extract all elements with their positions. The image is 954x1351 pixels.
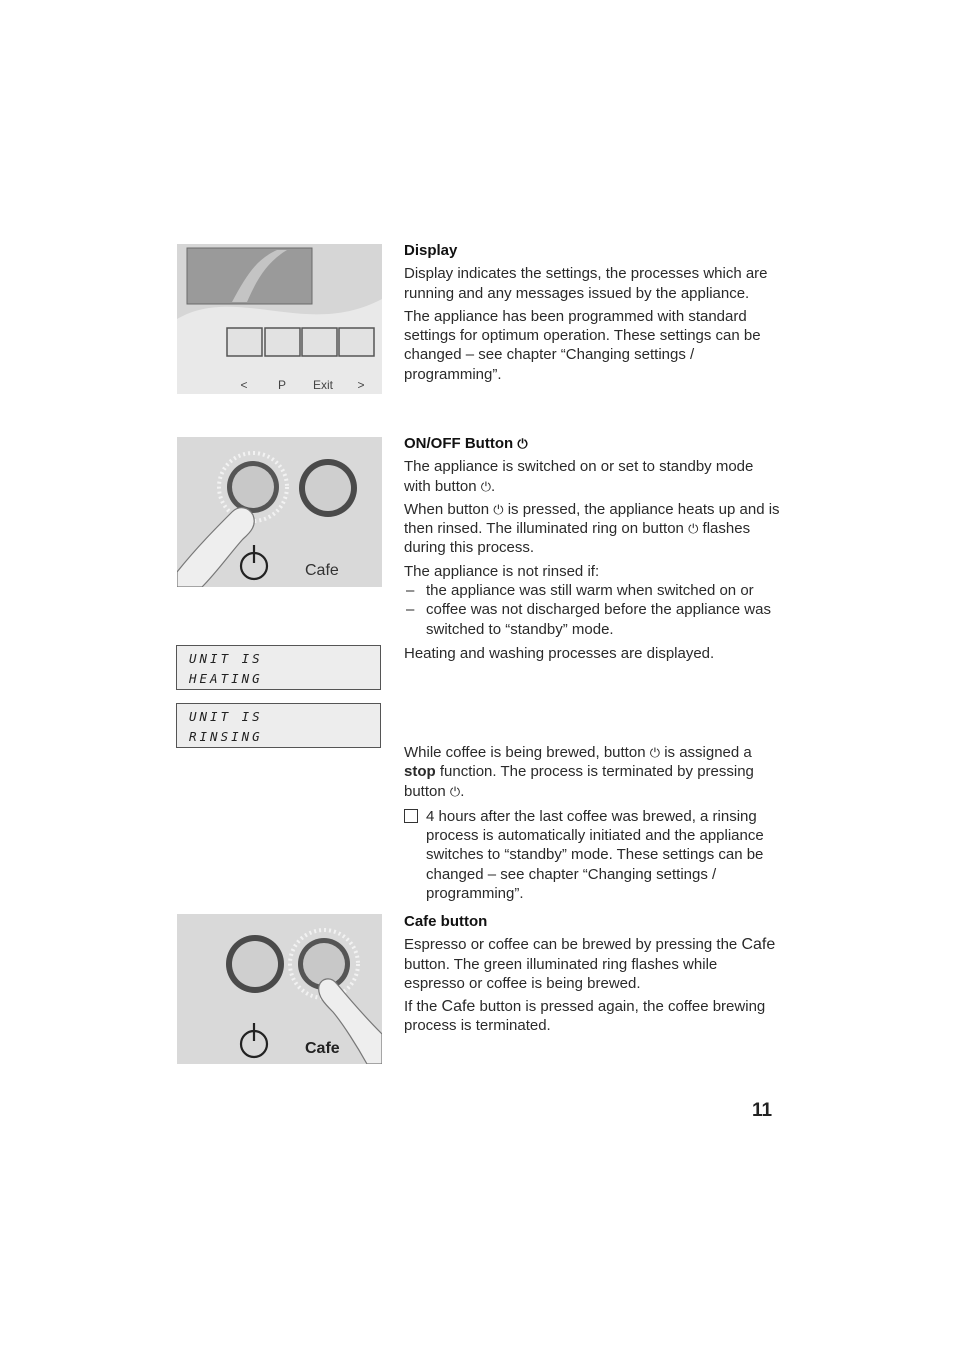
cafe-word: Cafe xyxy=(441,998,476,1016)
onoff-section xyxy=(404,434,780,667)
onoff-para1: The appliance is switched on or set to standby mode with button ⏻. xyxy=(404,458,754,495)
cafe-para2: If the Cafe button is pressed again, the coffee brewing process is terminated. xyxy=(404,998,766,1035)
figure-cafe-label: Cafe xyxy=(305,562,339,579)
power-icon: ⏻ xyxy=(649,745,661,760)
cafe-word: Cafe xyxy=(741,936,776,954)
not-rinsed-intro: The appliance is not rinsed if: xyxy=(404,562,600,580)
power-icon: ⏻ xyxy=(688,521,699,537)
cafe-para1: Espresso or coffee can be brewed by pressing the Cafe button. The green illuminated ring flashes while espresso or coffee is being brewed. xyxy=(404,936,776,992)
note-box-icon xyxy=(404,809,418,823)
cafe-section xyxy=(404,912,780,1040)
display-panel-figure xyxy=(177,244,382,394)
power-icon: ⏻ xyxy=(480,478,492,494)
power-icon: ⏻ xyxy=(493,501,504,517)
onoff-heading: ON/OFF Button ⏻ xyxy=(404,435,528,452)
stop-section xyxy=(404,743,780,903)
figure-cafe-label-bold: Cafe xyxy=(305,1040,340,1057)
note-block xyxy=(404,807,780,903)
display-para2: The appliance has been programmed with standard settings for optimum operation. These settings can be changed – see chapter “Changing settings / programming”. xyxy=(404,307,761,383)
lcd-heating xyxy=(176,645,381,690)
cafe-button-figure xyxy=(177,914,382,1064)
lcd-rinsing-line2: RINSING xyxy=(189,729,263,744)
lcd-rinsing-line1: UNIT IS xyxy=(189,709,263,724)
lcd-rinsing xyxy=(176,703,381,748)
page-number: 11 xyxy=(752,1100,773,1121)
stop-word: stop xyxy=(404,763,436,781)
lcd-heating-line1: UNIT IS xyxy=(189,651,263,666)
display-para1: Display indicates the settings, the processes which are running and any messages issued by the appliance. xyxy=(404,265,768,302)
power-icon: ⏻ xyxy=(517,436,528,451)
onoff-button-figure xyxy=(177,437,382,587)
figure-label-next: > xyxy=(357,378,365,392)
lcd-heating-line2: HEATING xyxy=(189,671,263,686)
heating-text: Heating and washing processes are displayed. xyxy=(404,644,715,662)
onoff-para2: When button ⏻ is pressed, the appliance heats up and is then rinsed. The illuminated ring on button ⏻ flashes during this process. xyxy=(404,500,780,557)
figure-label-exit: Exit xyxy=(312,378,334,392)
power-icon: ⏻ xyxy=(449,783,461,799)
figure-label-p: P xyxy=(277,378,287,392)
cafe-heading: Cafe button xyxy=(404,913,488,930)
list-item: – the appliance was still warm when switched on or xyxy=(404,581,780,600)
note-text: 4 hours after the last coffee was brewed, a rinsing process is automatically initiated and the appliance switches to “standby” mode. These settings can be changed – see chapter “Changing settings / programming”. xyxy=(426,807,764,903)
not-rinsed-list xyxy=(404,581,780,639)
display-heading: Display xyxy=(404,242,458,259)
figure-label-prev: < xyxy=(240,378,248,392)
stop-para: While coffee is being brewed, button ⏻ is assigned a stop function. The process is terminated by pressing button ⏻. xyxy=(404,744,754,800)
list-item: – coffee was not discharged before the appliance was switched to “standby” mode. xyxy=(404,600,780,639)
display-section xyxy=(404,241,780,388)
